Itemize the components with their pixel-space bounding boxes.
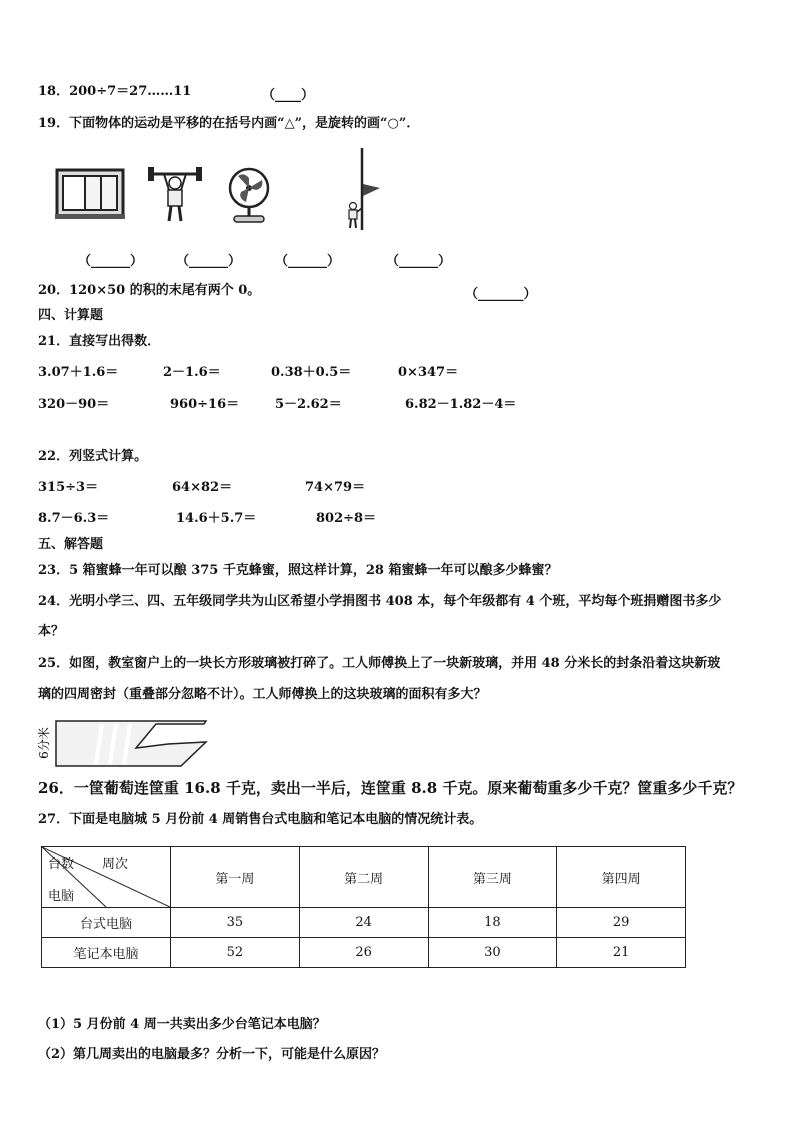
q21-item: 320－90＝ (38, 397, 110, 412)
q22-item: 315÷3＝ (38, 480, 99, 495)
q23-text: 23．5 箱蜜蜂一年可以酿 375 千克蜂蜜，照这样计算，28 箱蜜蜂一年可以酿多少蜂蜜？ (38, 563, 558, 578)
table-cell: 18 (428, 908, 557, 938)
table-row (42, 938, 686, 968)
figure-side-label: 6分米 (37, 727, 51, 759)
q27-sub-question-2: （2）第几周卖出的电脑最多？分析一下，可能是什么原因？ (38, 1047, 386, 1062)
table-cell: 24 (299, 908, 428, 938)
table-row-label: 台式电脑 (42, 908, 171, 938)
q19-blank-4[interactable]: （______） (386, 254, 452, 269)
table-cell: 52 (171, 938, 300, 968)
q20-answer-blank[interactable]: （_______） (465, 287, 537, 302)
corner-label-computer: 电脑 (48, 889, 75, 904)
q24-text-line-2: 本？ (38, 624, 65, 639)
fan-icon (224, 166, 274, 224)
table-corner-cell (42, 847, 171, 908)
q21-text: 21．直接写出得数． (38, 334, 161, 349)
table-cell: 21 (557, 938, 686, 968)
q27-text: 27．下面是电脑城 5 月份前 4 周销售台式电脑和笔记本电脑的情况统计表。 (38, 812, 483, 827)
q26-text: 26．一筐葡萄连筐重 16.8 千克，卖出一半后，连筐重 8.8 千克。原来葡萄重多少千克？筐重多少千克？ (38, 779, 743, 797)
table-header-week: 第二周 (299, 847, 428, 908)
q19-text: 19．下面物体的运动是平移的在括号内画“△”，是旋转的画“○”． (38, 116, 420, 131)
q18-text: 18．200÷7＝27……11 (38, 84, 192, 99)
table-header-row (42, 847, 686, 908)
q21-item: 3.07＋1.6＝ (38, 365, 119, 380)
q22-item: 64×82＝ (172, 480, 233, 495)
q22-item: 802÷8＝ (316, 511, 377, 526)
q25-text-line-2: 璃的四周密封（重叠部分忽略不计）。工人师傅换上的这块玻璃的面积有多大？ (38, 687, 487, 702)
q21-item: 6.82－1.82－4＝ (405, 397, 517, 412)
q22-text: 22．列竖式计算。 (38, 449, 148, 464)
q25-text-line-1: 25．如图，教室窗户上的一块长方形玻璃被打碎了。工人师傅换上了一块新玻璃，并用 48 分米长的封条沿着这块新玻 (38, 656, 721, 671)
corner-label-week: 周次 (102, 857, 129, 872)
section-4-heading: 四、计算题 (38, 308, 104, 323)
corner-label-count: 台数 (48, 857, 75, 872)
q22-item: 8.7－6.3＝ (38, 511, 110, 526)
window-icon (55, 168, 125, 220)
weightlifter-icon (146, 163, 204, 225)
table-header-week: 第四周 (557, 847, 686, 908)
q21-item: 0×347＝ (398, 365, 459, 380)
q24-text-line-1: 24．光明小学三、四、五年级同学共为山区希望小学捐图书 408 本，每个年级都有 4 个班，平均每个班捐赠图书多少 (38, 594, 722, 609)
q21-item: 5－2.62＝ (275, 397, 342, 412)
section-5-heading: 五、解答题 (38, 537, 104, 552)
table-cell: 26 (299, 938, 428, 968)
sales-table (41, 846, 686, 968)
table-cell: 30 (428, 938, 557, 968)
q19-blank-1[interactable]: （______） (78, 254, 144, 269)
table-header-week: 第一周 (171, 847, 300, 908)
q19-blank-3[interactable]: （______） (275, 254, 341, 269)
q21-item: 2－1.6＝ (163, 365, 221, 380)
q18-answer-blank[interactable]: （____） (262, 88, 315, 103)
flag-raising-icon (342, 146, 384, 232)
q21-item: 0.38＋0.5＝ (271, 365, 352, 380)
q21-item: 960÷16＝ (170, 397, 240, 412)
table-row (42, 908, 686, 938)
q19-blank-2[interactable]: （______） (176, 254, 242, 269)
q20-text: 20．120×50 的积的末尾有两个 0。 (38, 283, 261, 298)
table-header-week: 第三周 (428, 847, 557, 908)
table-cell: 35 (171, 908, 300, 938)
table-cell: 29 (557, 908, 686, 938)
q22-item: 14.6＋5.7＝ (176, 511, 257, 526)
q27-sub-question-1: （1）5 月份前 4 周一共卖出多少台笔记本电脑？ (38, 1017, 326, 1032)
q22-item: 74×79＝ (305, 480, 366, 495)
table-row-label: 笔记本电脑 (42, 938, 171, 968)
broken-glass-figure (36, 718, 211, 770)
